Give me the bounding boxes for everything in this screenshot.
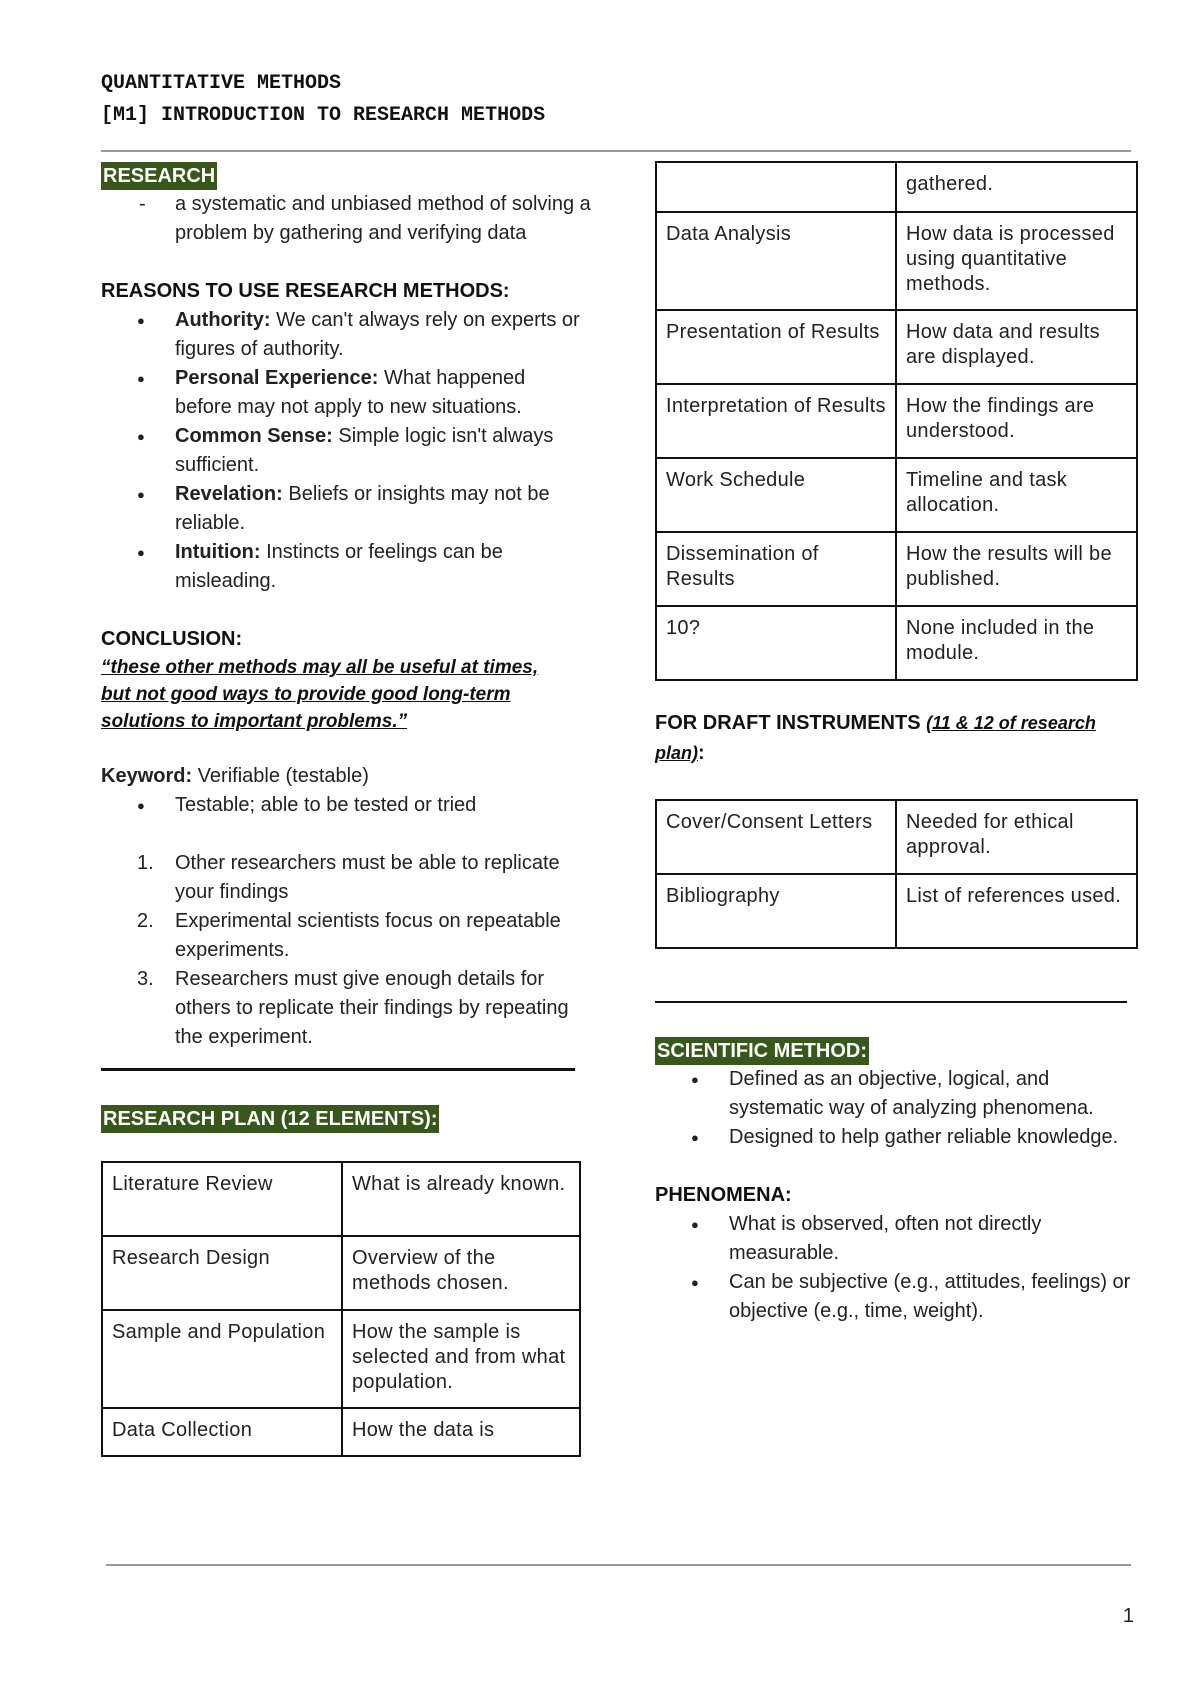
element-desc: How the findings are understood. (896, 384, 1137, 458)
element-desc: Timeline and task allocation. (896, 458, 1137, 532)
scientific-method-item: ● Defined as an objective, logical, and systematic way of analyzing phenomena. (729, 1065, 1149, 1123)
element-name: Presentation of Results (656, 310, 896, 384)
table-row (656, 162, 1137, 212)
phenomena-heading: PHENOMENA: (655, 1184, 792, 1206)
reason-item (175, 480, 585, 538)
reason-item (175, 422, 585, 480)
table-row (102, 1408, 580, 1456)
table-row (656, 800, 1137, 874)
phenomena-item: ● Can be subjective (e.g., attitudes, feelings) or objective (e.g., time, weight). (729, 1268, 1149, 1326)
element-desc: How the data is (342, 1408, 580, 1456)
element-desc: None included in the module. (896, 606, 1137, 680)
draft-heading-suffix: : (698, 742, 705, 764)
table-row (656, 384, 1137, 458)
reason-term: Authority: (175, 309, 271, 331)
reason-text: Simple logic isn't always sufficient. (175, 425, 554, 476)
element-desc: gathered. (896, 162, 1137, 212)
keyword-line (101, 762, 591, 791)
element-name: Literature Review (102, 1162, 342, 1236)
scientific-method-item: ● Designed to help gather reliable knowledge. (729, 1123, 1149, 1152)
table-row (656, 458, 1137, 532)
conclusion-quote: “these other methods may all be useful at times, but not good ways to provide good long-term solutions to important problems.” (101, 657, 539, 732)
draft-instruments-heading (655, 709, 1125, 769)
reason-item (175, 364, 585, 422)
draft-instruments-table (655, 799, 1138, 949)
table-row (656, 532, 1137, 606)
page-number: 1 (1122, 1605, 1134, 1627)
reason-item (175, 538, 585, 596)
element-desc: How the sample is selected and from what population. (342, 1310, 580, 1408)
draft-heading-note: (11 & 12 of research plan) (655, 713, 1096, 763)
instrument-desc: List of references used. (896, 874, 1137, 948)
table-row (656, 310, 1137, 384)
keyword-bullet: ● Testable; able to be tested or tried (175, 791, 585, 820)
conclusion-heading: CONCLUSION: (101, 628, 243, 650)
instrument-desc: Needed for ethical approval. (896, 800, 1137, 874)
reason-text: Beliefs or insights may not be reliable. (175, 483, 550, 534)
element-desc: What is already known. (342, 1162, 580, 1236)
numbered-item (137, 965, 585, 1052)
reason-term: Intuition: (175, 541, 261, 563)
research-plan-table-left (101, 1161, 581, 1457)
right-column (655, 161, 1155, 1326)
instrument-name: Cover/Consent Letters (656, 800, 896, 874)
element-name: Sample and Population (102, 1310, 342, 1408)
keyword-label: Keyword: (101, 765, 193, 787)
instrument-name: Bibliography (656, 874, 896, 948)
phenomena-list (655, 1210, 1149, 1326)
scientific-method-label: SCIENTIFIC METHOD: (655, 1037, 869, 1065)
element-desc: Overview of the methods chosen. (342, 1236, 580, 1310)
reason-text: What happened before may not apply to new situations. (175, 367, 526, 418)
element-desc: How the results will be published. (896, 532, 1137, 606)
research-definition-text: a systematic and unbiased method of solving a problem by gathering and verifying data (175, 193, 591, 244)
element-name (656, 162, 896, 212)
element-name: Data Collection (102, 1408, 342, 1456)
element-name: 10? (656, 606, 896, 680)
keyword-value: Verifiable (testable) (192, 765, 369, 787)
research-plan-label: RESEARCH PLAN (12 ELEMENTS): (101, 1105, 439, 1133)
scientific-method-list (655, 1065, 1149, 1152)
item-number: 1. (137, 852, 154, 874)
element-desc: How data is processed using quantitative methods. (896, 212, 1137, 310)
course-title: QUANTITATIVE METHODS (101, 72, 342, 95)
element-name: Dissemination of Results (656, 532, 896, 606)
item-text: Other researchers must be able to replicate your findings (175, 852, 560, 903)
research-label: RESEARCH (101, 162, 217, 190)
research-definition-list (101, 190, 605, 248)
numbered-item (137, 907, 585, 965)
table-row (656, 212, 1137, 310)
item-text: Researchers must give enough details for others to replicate their findings by repeating the experiment. (175, 968, 569, 1048)
keyword-bullets (101, 791, 585, 820)
reasons-heading: REASONS TO USE RESEARCH METHODS: (101, 280, 510, 302)
item-text: Experimental scientists focus on repeatable experiments. (175, 910, 561, 961)
reason-term: Common Sense: (175, 425, 333, 447)
table-row (102, 1236, 580, 1310)
table-row (102, 1162, 580, 1236)
reasons-list (101, 306, 585, 596)
draft-heading-text: FOR DRAFT INSTRUMENTS (655, 712, 927, 734)
element-desc: How data and results are displayed. (896, 310, 1137, 384)
keyword-numbered-list (101, 849, 585, 1052)
element-name: Interpretation of Results (656, 384, 896, 458)
table-row (656, 606, 1137, 680)
module-title: [M1] INTRODUCTION TO RESEARCH METHODS (101, 104, 546, 127)
reason-term: Revelation: (175, 483, 283, 505)
item-number: 2. (137, 910, 154, 932)
reason-term: Personal Experience: (175, 367, 379, 389)
header-divider (101, 150, 1131, 152)
item-number: 3. (137, 968, 154, 990)
numbered-item (137, 849, 585, 907)
element-name: Work Schedule (656, 458, 896, 532)
reason-text: Instincts or feelings can be misleading. (175, 541, 503, 592)
footer-divider (106, 1564, 1131, 1566)
phenomena-item: ● What is observed, often not directly measurable. (729, 1210, 1149, 1268)
reason-item (175, 306, 585, 364)
table-row (656, 874, 1137, 948)
element-name: Research Design (102, 1236, 342, 1310)
research-definition (175, 190, 605, 248)
reason-text: We can't always rely on experts or figures of authority. (175, 309, 580, 360)
left-column (101, 160, 591, 1457)
table-row (102, 1310, 580, 1408)
research-plan-table-right (655, 161, 1138, 681)
element-name: Data Analysis (656, 212, 896, 310)
